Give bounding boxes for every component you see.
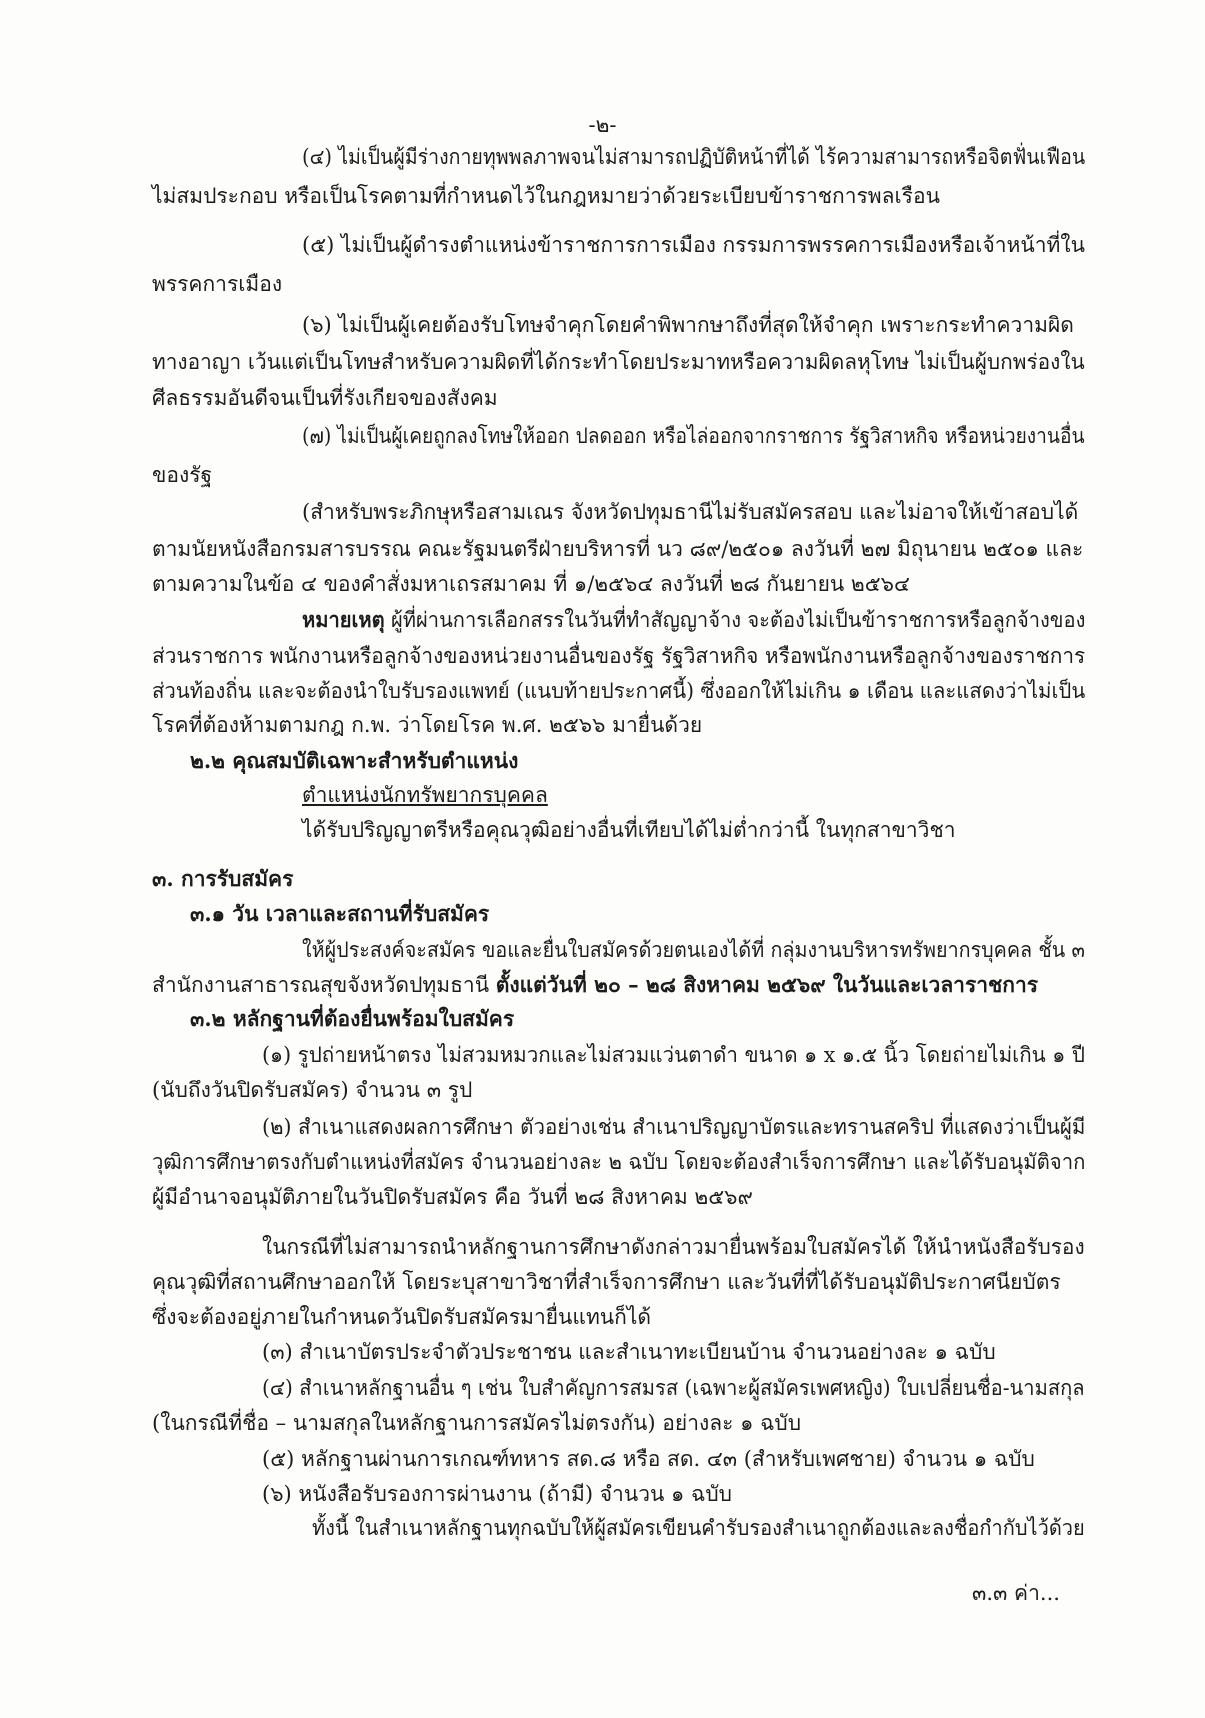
document-2-line-3: ผู้มีอำนาจอนุมัติภายในวันปิดรับสมัคร คือ วันที่ ๒๘ สิงหาคม ๒๕๖๙ (152, 1185, 753, 1209)
office-name: สำนักงานสาธารณสุขจังหวัดปทุมธานี (152, 973, 496, 997)
remark-label: หมายเหตุ (302, 607, 385, 632)
document-2-note-line-2: คุณวุฒิที่สถานศึกษาออกให้ โดยระบุสาขาวิชาที่สำเร็จการศึกษา และวันที่ที่ได้รับอนุมัติประกาศนียบัตร (152, 1270, 1061, 1294)
qualification-4-line-1: (๔) ไม่เป็นผู้มีร่างกายทุพพลภาพจนไม่สามารถปฏิบัติหน้าที่ได้ ไร้ความสามารถหรือจิตฟั่นเฟือน (302, 145, 1086, 169)
qualification-5-line-2: พรรคการเมือง (152, 272, 283, 296)
remark-line-4: โรคที่ต้องห้ามตามกฎ ก.พ. ว่าโดยโรค พ.ศ. ๒๕๖๖ มายื่นด้วย (152, 713, 703, 737)
remark-text: ผู้ที่ผ่านการเลือกสรรในวันที่ทำสัญญาจ้าง จะต้องไม่เป็นข้าราชการหรือลูกจ้างของ (384, 608, 1086, 632)
section-3-heading: ๓. การรับสมัคร (152, 866, 294, 891)
document-4-line-1: (๔) สำเนาหลักฐานอื่น ๆ เช่น ใบสำคัญการสมรส (เฉพาะผู้สมัครเพศหญิง) ใบเปลี่ยนชื่อ-นามสกุล (262, 1376, 1085, 1400)
position-requirement: ได้รับปริญญาตรีหรือคุณวุฒิอย่างอื่นที่เทียบได้ไม่ต่ำกว่านี้ ในทุกสาขาวิชา (302, 818, 956, 842)
page-number: -๒- (588, 113, 617, 137)
continued-marker: ๓.๓ ค่า... (972, 1581, 1060, 1605)
section-3-1-line-1: ให้ผู้ประสงค์จะสมัคร ขอและยื่นใบสมัครด้วยตนเองได้ที่ กลุ่มงานบริหารทรัพยากรบุคคล ชั้น ๓ (302, 938, 1086, 962)
monk-note-line-1: (สำหรับพระภิกษุหรือสามเณร จังหวัดปทุมธานีไม่รับสมัครสอบ และไม่อาจให้เข้าสอบได้ (302, 500, 1079, 524)
document-2-note-line-1: ในกรณีที่ไม่สามารถนำหลักฐานการศึกษาดังกล่าวมายื่นพร้อมใบสมัครได้ ให้นำหนังสือรับรอง (262, 1235, 1085, 1259)
qualification-7-line-2: ของรัฐ (152, 463, 213, 487)
remark-line-3: ส่วนท้องถิ่น และจะต้องนำใบรับรองแพทย์ (แนบท้ายประกาศนี้) ซึ่งออกให้ไม่เกิน ๑ เดือน และแสดงว่าไม่เป็น (152, 679, 1086, 703)
section-2-2-heading: ๒.๒ คุณสมบัติเฉพาะสำหรับตำแหน่ง (190, 748, 519, 773)
document-6: (๖) หนังสือรับรองการผ่านงาน (ถ้ามี) จำนวน ๑ ฉบับ (262, 1482, 732, 1506)
section-3-1-line-2 (152, 970, 1038, 1000)
document-2-line-2: วุฒิการศึกษาตรงกับตำแหน่งที่สมัคร จำนวนอย่างละ ๒ ฉบับ โดยจะต้องสำเร็จการศึกษา และได้รับอนุมัติจาก (152, 1150, 1086, 1174)
document-1-line-1: (๑) รูปถ่ายหน้าตรง ไม่สวมหมวกและไม่สวมแว่นตาดำ ขนาด ๑ x ๑.๕ นิ้ว โดยถ่ายไม่เกิน ๑ ปี (262, 1043, 1085, 1067)
document-2-line-1: (๒) สำเนาแสดงผลการศึกษา ตัวอย่างเช่น สำเนาปริญญาบัตรและทรานสคริป ที่แสดงว่าเป็นผู้มี (262, 1115, 1086, 1139)
remark-line-2: ส่วนราชการ พนักงานหรือลูกจ้างของหน่วยงานอื่นของรัฐ รัฐวิสาหกิจ หรือพนักงานหรือลูกจ้างของราชการ (152, 644, 1086, 668)
section-3-2-heading: ๓.๒ หลักฐานที่ต้องยื่นพร้อมใบสมัคร (190, 1006, 515, 1031)
section-3-1-heading: ๓.๑ วัน เวลาและสถานที่รับสมัคร (190, 901, 490, 926)
application-period: ตั้งแต่วันที่ ๒๐ – ๒๘ สิงหาคม ๒๕๖๙ ในวันและเวลาราชการ (495, 972, 1039, 997)
document-4-line-2: (ในกรณีที่ชื่อ – นามสกุลในหลักฐานการสมัครไม่ตรงกัน) อย่างละ ๑ ฉบับ (152, 1411, 802, 1435)
document-3: (๓) สำเนาบัตรประจำตัวประชาชน และสำเนาทะเบียนบ้าน จำนวนอย่างละ ๑ ฉบับ (262, 1340, 996, 1364)
remark-line-1 (302, 605, 1085, 635)
closing-statement: ทั้งนี้ ในสำเนาหลักฐานทุกฉบับให้ผู้สมัครเขียนคำรับรองสำเนาถูกต้องและลงชื่อกำกับไว้ด้วย (312, 1516, 1085, 1540)
document-1-line-2: (นับถึงวันปิดรับสมัคร) จำนวน ๓ รูป (152, 1078, 473, 1102)
qualification-6-line-1: (๖) ไม่เป็นผู้เคยต้องรับโทษจำคุกโดยคำพิพากษาถึงที่สุดให้จำคุก เพราะกระทำความผิด (302, 313, 1074, 337)
monk-note-line-2: ตามนัยหนังสือกรมสารบรรณ คณะรัฐมนตรีฝ่ายบริหารที่ นว ๘๙/๒๕๐๑ ลงวันที่ ๒๗ มิถุนายน ๒๕๐๑ และ (152, 537, 1084, 561)
qualification-6-line-2: ทางอาญา เว้นแต่เป็นโทษสำหรับความผิดที่ได้กระทำโดยประมาทหรือความผิดลหุโทษ ไม่เป็นผู้บกพร่องใน (152, 350, 1085, 374)
qualification-5-line-1: (๕) ไม่เป็นผู้ดำรงตำแหน่งข้าราชการการเมือง กรรมการพรรคการเมืองหรือเจ้าหน้าที่ใน (302, 233, 1085, 257)
document-2-note-line-3: ซึ่งจะต้องอยู่ภายในกำหนดวันปิดรับสมัครมายื่นแทนก็ได้ (152, 1305, 652, 1329)
document-5: (๕) หลักฐานผ่านการเกณฑ์ทหาร สด.๘ หรือ สด. ๔๓ (สำหรับเพศชาย) จำนวน ๑ ฉบับ (262, 1447, 1035, 1471)
monk-note-line-3: ตามความในข้อ ๔ ของคำสั่งมหาเถรสมาคม ที่ ๑/๒๕๖๔ ลงวันที่ ๒๘ กันยายน ๒๕๖๔ (152, 572, 910, 596)
qualification-4-line-2: ไม่สมประกอบ หรือเป็นโรคตามที่กำหนดไว้ในกฎหมายว่าด้วยระเบียบข้าราชการพลเรือน (152, 184, 940, 208)
qualification-7-line-1: (๗) ไม่เป็นผู้เคยถูกลงโทษให้ออก ปลดออก หรือไล่ออกจากราชการ รัฐวิสาหกิจ หรือหน่วยงานอื่น (302, 424, 1085, 448)
qualification-6-line-3: ศีลธรรมอันดีจนเป็นที่รังเกียจของสังคม (152, 386, 498, 410)
position-title: ตำแหน่งนักทรัพยากรบุคคล (302, 783, 548, 807)
